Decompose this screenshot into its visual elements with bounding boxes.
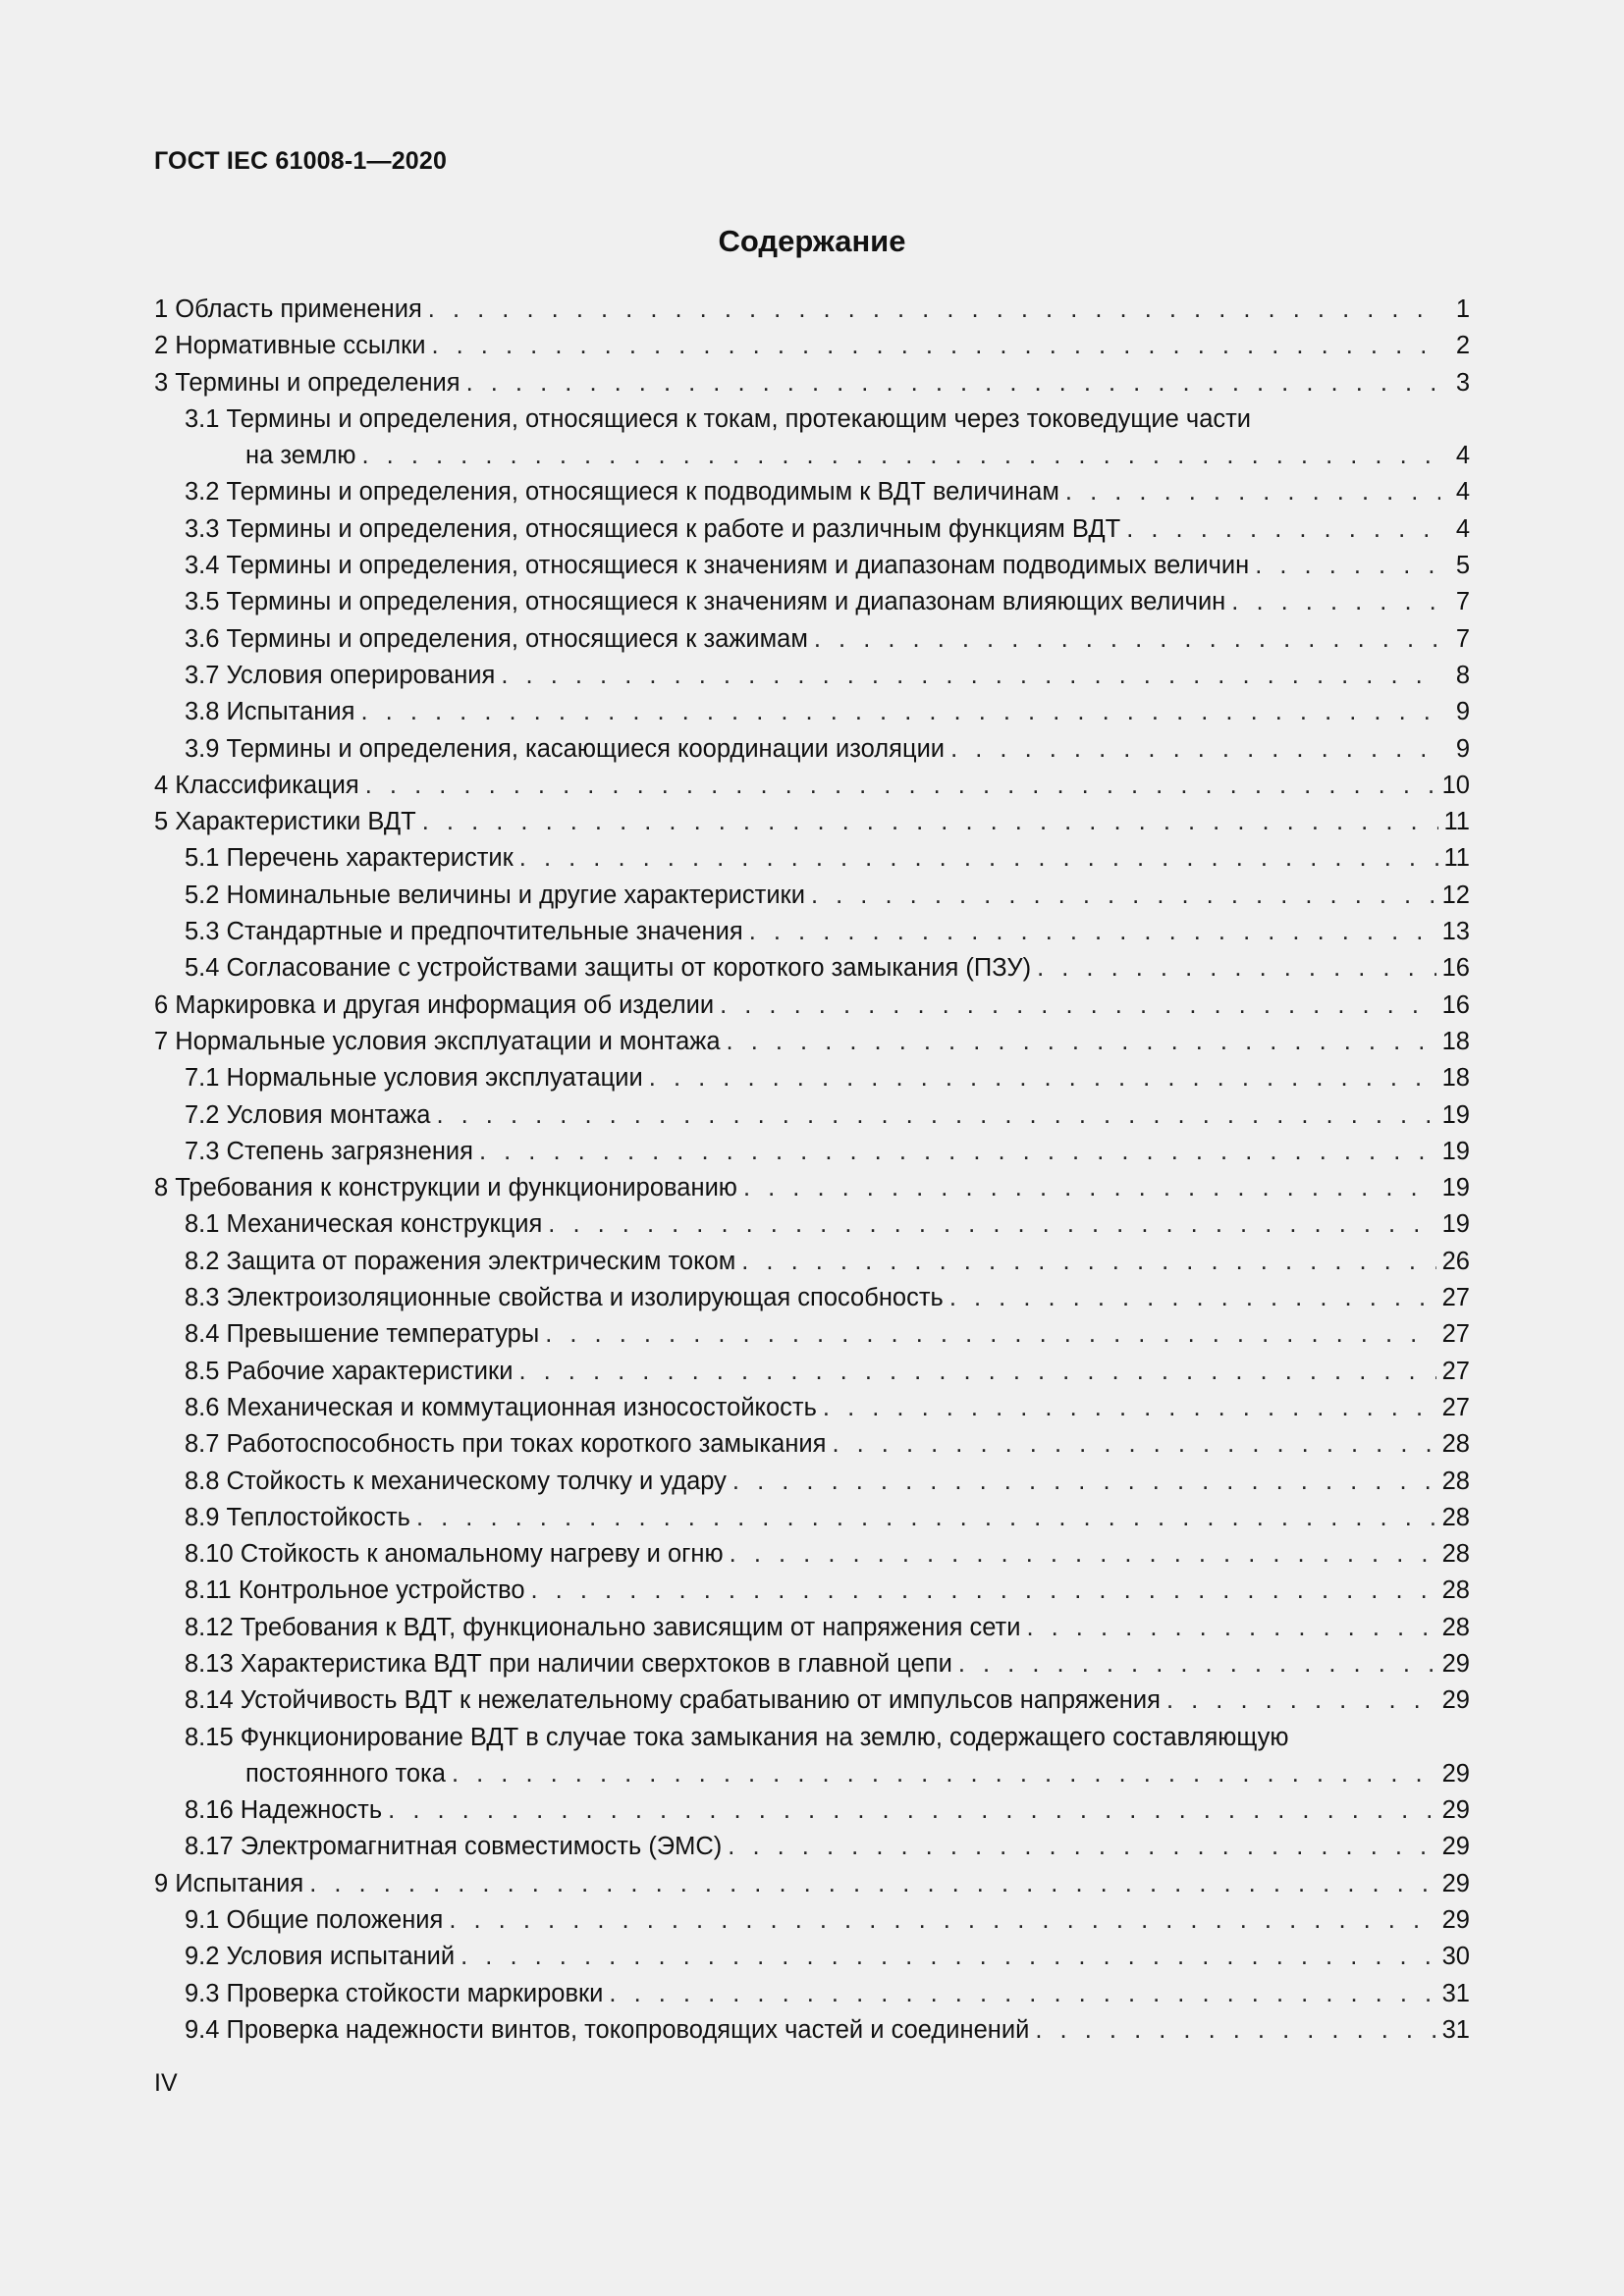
toc-entry-page: 18 [1441, 1027, 1470, 1055]
dot-leader [449, 1902, 1435, 1939]
dot-leader [1065, 474, 1440, 510]
toc-entry-number: 8.17 [185, 1833, 234, 1861]
toc-entry-number: 9.1 [185, 1906, 220, 1935]
toc-entry[interactable] [154, 1134, 1470, 1170]
toc-entry[interactable] [154, 511, 1470, 548]
toc-entry-page: 26 [1441, 1247, 1470, 1275]
toc-entry-number: 9 [154, 1869, 169, 1897]
dot-leader [518, 1354, 1435, 1390]
toc-entry-number: 8.12 [185, 1613, 234, 1641]
toc-entry-title: Стандартные и предпочтительные значения [226, 918, 743, 946]
toc-entry-number: 8.13 [185, 1649, 234, 1678]
toc-entry[interactable] [154, 768, 1470, 804]
toc-entry-page: 29 [1441, 1649, 1470, 1678]
dot-leader [428, 292, 1440, 328]
toc-entry-title: Электроизоляционные свойства и изолирующая способность [226, 1284, 944, 1312]
toc-entry[interactable] [154, 840, 1470, 877]
toc-entry[interactable] [154, 328, 1470, 364]
toc-entry[interactable] [154, 621, 1470, 658]
toc-entry-title: Классификация [175, 771, 359, 799]
toc-entry-page: 19 [1441, 1174, 1470, 1202]
toc-entry-page: 29 [1441, 1686, 1470, 1715]
dot-leader [649, 1060, 1436, 1096]
toc-entry-title: Рабочие характеристики [226, 1357, 514, 1385]
toc-entry[interactable] [154, 1720, 1470, 1793]
toc-entry-number: 8.3 [185, 1284, 220, 1312]
dot-leader [1035, 2012, 1435, 2049]
toc-entry-page: 30 [1441, 1943, 1470, 1971]
dot-leader [727, 1024, 1436, 1060]
dot-leader [309, 1866, 1435, 1902]
toc-entry-number: 8.9 [185, 1503, 220, 1531]
toc-entry-title: Функционирование ВДТ в случае тока замыкания на землю, содержащего составляющую [240, 1723, 1289, 1751]
dot-leader [431, 328, 1440, 364]
toc-entry[interactable] [154, 988, 1470, 1024]
toc-entry-number: 8.8 [185, 1467, 220, 1495]
toc-entry-number: 3.5 [185, 588, 220, 616]
toc-entry-title: Проверка стойкости маркировки [226, 1979, 604, 2007]
dot-leader [958, 1646, 1436, 1682]
dot-leader [1126, 511, 1440, 548]
toc-entry-number: 5.2 [185, 881, 220, 909]
toc-entry[interactable] [154, 694, 1470, 730]
toc-entry-number: 5.3 [185, 918, 220, 946]
toc-entry[interactable] [154, 1244, 1470, 1280]
toc-entry-title: Контрольное устройство [238, 1576, 525, 1605]
toc-entry-number: 6 [154, 990, 169, 1019]
toc-entry-number: 7.3 [185, 1137, 220, 1165]
dot-leader [1037, 950, 1436, 987]
toc-entry-number: 8.6 [185, 1393, 220, 1421]
dot-leader [1255, 548, 1440, 584]
toc-entry-title: Условия оперирования [226, 661, 496, 689]
toc-entry-page: 4 [1455, 478, 1470, 507]
toc-entry[interactable] [154, 1316, 1470, 1353]
toc-entry[interactable] [154, 1866, 1470, 1902]
toc-entry-number: 3.1 [185, 404, 220, 433]
toc-entry-page: 31 [1441, 2015, 1470, 2044]
toc-entry-page: 8 [1455, 661, 1470, 689]
toc-entry-title: Термины и определения, относящиеся к токам, протекающим через токоведущие части [226, 404, 1252, 433]
toc-entry-number: 4 [154, 771, 169, 799]
toc-entry-number: 8.7 [185, 1430, 220, 1459]
toc-entry-title: Термины и определения, относящиеся к значениям и диапазонам влияющих величин [226, 588, 1226, 616]
toc-entry-number: 3.9 [185, 734, 220, 763]
toc-entry[interactable] [154, 731, 1470, 768]
toc-entry[interactable] [154, 1976, 1470, 2012]
toc-entry[interactable] [154, 584, 1470, 620]
dot-leader [519, 840, 1438, 877]
toc-entry-number: 8.1 [185, 1210, 220, 1239]
dot-leader [732, 1464, 1436, 1500]
toc-entry-number: 1 [154, 295, 169, 323]
toc-entry-title: Теплостойкость [226, 1503, 410, 1531]
toc-entry-number: 5.4 [185, 954, 220, 983]
toc-entry-number: 7.2 [185, 1100, 220, 1129]
toc-entry-title: Термины и определения, относящиеся к подводимым к ВДТ величинам [226, 478, 1059, 507]
toc-entry[interactable] [154, 804, 1470, 840]
toc-entry-title: Область применения [175, 295, 422, 323]
toc-entry-page: 18 [1441, 1064, 1470, 1093]
toc-entry-number: 3.2 [185, 478, 220, 507]
toc-entry[interactable] [154, 1280, 1470, 1316]
toc-entry-page: 28 [1441, 1430, 1470, 1459]
toc-entry[interactable] [154, 474, 1470, 510]
toc-entry[interactable] [154, 1536, 1470, 1573]
toc-entry-title: Термины и определения, относящиеся к работе и различным функциям ВДТ [226, 514, 1121, 543]
toc-entry-number: 5.1 [185, 844, 220, 873]
toc-entry[interactable] [154, 1060, 1470, 1096]
toc-entry[interactable] [154, 1206, 1470, 1243]
dot-leader [741, 1244, 1435, 1280]
toc-entry-number: 3.6 [185, 624, 220, 653]
toc-entry-number: 8.11 [185, 1576, 232, 1605]
toc-entry-page: 4 [1455, 514, 1470, 543]
toc-entry-title: Стойкость к механическому толчку и удару [226, 1467, 727, 1495]
toc-entry[interactable] [154, 658, 1470, 694]
toc-entry-number: 8.16 [185, 1796, 234, 1825]
toc-entry-page: 28 [1441, 1467, 1470, 1495]
toc-entry-title: Проверка надежности винтов, токопроводящих частей и соединений [226, 2015, 1030, 2044]
toc-entry-page: 11 [1443, 844, 1470, 873]
dot-leader [466, 365, 1440, 401]
toc-entry[interactable] [154, 1354, 1470, 1390]
toc-entry-number: 3.7 [185, 661, 220, 689]
dot-leader [1026, 1610, 1435, 1646]
toc-entry-number: 5 [154, 808, 169, 836]
toc-entry[interactable] [154, 2012, 1470, 2049]
toc-entry[interactable] [154, 1682, 1470, 1719]
toc-entry-title: Электромагнитная совместимость (ЭМС) [240, 1833, 723, 1861]
toc-entry[interactable] [154, 1500, 1470, 1536]
toc-entry-title-continued: на землю [245, 442, 356, 470]
dot-leader [811, 878, 1436, 914]
toc-entry-page: 31 [1441, 1979, 1470, 2007]
toc-entry-page: 4 [1455, 442, 1470, 470]
toc-entry[interactable] [154, 401, 1470, 475]
toc-entry-title: Превышение температуры [226, 1320, 540, 1349]
toc-entry-number: 7 [154, 1027, 169, 1055]
toc-entry[interactable] [154, 1390, 1470, 1426]
toc-entry-title: Механическая конструкция [226, 1210, 543, 1239]
toc-entry-page: 1 [1455, 295, 1470, 323]
toc-entry-number: 7.1 [185, 1064, 220, 1093]
toc-entry[interactable] [154, 1646, 1470, 1682]
toc-entry-page: 27 [1441, 1320, 1470, 1349]
toc-entry-page: 11 [1443, 808, 1470, 836]
toc-entry-title: Условия испытаний [226, 1943, 456, 1971]
toc-entry-title: Испытания [226, 698, 355, 726]
toc-entry-title: Термины и определения, относящиеся к зажимам [226, 624, 808, 653]
toc-entry-page: 28 [1441, 1503, 1470, 1531]
toc-entry[interactable] [154, 1464, 1470, 1500]
toc-entry[interactable] [154, 1024, 1470, 1060]
toc-entry-page: 29 [1441, 1906, 1470, 1935]
toc-entry[interactable] [154, 1097, 1470, 1134]
dot-leader [436, 1097, 1435, 1134]
toc-entry-page: 3 [1455, 368, 1470, 397]
toc-entry-number: 9.4 [185, 2015, 220, 2044]
toc-entry-number: 3.8 [185, 698, 220, 726]
toc-entry-title: Номинальные величины и другие характеристики [226, 881, 805, 909]
toc-entry-title: Перечень характеристик [226, 844, 514, 873]
toc-entry[interactable] [154, 1829, 1470, 1865]
dot-leader [422, 804, 1438, 840]
toc-entry-title: Механическая и коммутационная износостойкость [226, 1393, 817, 1421]
toc-entry-title: Термины и определения, касающиеся координации изоляции [226, 734, 946, 763]
toc-entry-title: Согласование с устройствами защиты от короткого замыкания (ПЗУ) [226, 954, 1032, 983]
toc-entry-title: Нормальные условия эксплуатации [226, 1064, 643, 1093]
dot-leader [545, 1316, 1435, 1353]
toc-entry[interactable] [154, 1426, 1470, 1463]
toc-entry[interactable] [154, 1939, 1470, 1975]
dot-leader [1231, 584, 1440, 620]
document-header: ГОСТ IEC 61008-1—2020 [154, 147, 448, 175]
toc-entry-title: Устойчивость ВДТ к нежелательному срабатыванию от импульсов напряжения [240, 1686, 1161, 1715]
toc-entry-page: 28 [1441, 1576, 1470, 1605]
dot-leader [832, 1426, 1435, 1463]
toc-entry[interactable] [154, 292, 1470, 328]
toc-entry-page: 19 [1441, 1137, 1470, 1165]
toc-entry-number: 3.3 [185, 514, 220, 543]
toc-entry-page: 2 [1455, 332, 1470, 360]
dot-leader [460, 1939, 1436, 1975]
dot-leader [501, 658, 1440, 694]
toc-entry-page: 7 [1455, 624, 1470, 653]
toc-entry-number: 8.14 [185, 1686, 234, 1715]
toc-entry-page: 28 [1441, 1613, 1470, 1641]
toc-entry-page: 27 [1441, 1357, 1470, 1385]
toc-entry-page: 29 [1441, 1869, 1470, 1897]
toc-entry-title: Термины и определения, относящиеся к значениям и диапазонам подводимых величин [226, 552, 1250, 580]
dot-leader [950, 731, 1440, 768]
dot-leader [360, 694, 1440, 730]
toc-entry-number: 8 [154, 1174, 169, 1202]
dot-leader [416, 1500, 1436, 1536]
toc-entry[interactable] [154, 365, 1470, 401]
toc-entry-page: 16 [1441, 990, 1470, 1019]
dot-leader [720, 988, 1436, 1024]
toc-entry-page: 27 [1441, 1393, 1470, 1421]
toc-entry-title: Общие положения [226, 1906, 444, 1935]
dot-leader [609, 1976, 1435, 2012]
table-of-contents [154, 292, 1470, 2049]
dot-leader [479, 1134, 1436, 1170]
dot-leader [730, 1536, 1436, 1573]
toc-entry-page: 9 [1455, 734, 1470, 763]
toc-entry-title: Защита от поражения электрическим током [226, 1247, 736, 1275]
dot-leader [814, 621, 1440, 658]
toc-entry-number: 8.10 [185, 1540, 234, 1569]
dot-leader [749, 914, 1436, 950]
toc-entry[interactable] [154, 878, 1470, 914]
dot-leader [728, 1829, 1435, 1865]
dot-leader [365, 768, 1436, 804]
toc-entry-title: Нормативные ссылки [175, 332, 426, 360]
toc-entry[interactable] [154, 1170, 1470, 1206]
toc-entry-page: 12 [1441, 881, 1470, 909]
toc-entry-title: Стойкость к аномальному нагреву и огню [240, 1540, 724, 1569]
toc-entry-page: 27 [1441, 1284, 1470, 1312]
toc-entry[interactable] [154, 950, 1470, 987]
toc-entry[interactable] [154, 548, 1470, 584]
toc-entry-title: Условия монтажа [226, 1100, 431, 1129]
toc-entry-page: 5 [1455, 552, 1470, 580]
dot-leader [1166, 1682, 1436, 1719]
toc-entry-title: Маркировка и другая информация об изделии [175, 990, 715, 1019]
toc-entry-page: 19 [1441, 1100, 1470, 1129]
toc-entry-page: 10 [1441, 771, 1470, 799]
toc-entry[interactable] [154, 914, 1470, 950]
toc-entry-page: 9 [1455, 698, 1470, 726]
dot-leader [743, 1170, 1436, 1206]
page-title: Содержание [718, 224, 906, 258]
dot-leader [452, 1756, 1436, 1792]
dot-leader [823, 1390, 1436, 1426]
toc-entry-title: Требования к конструкции и функционированию [175, 1174, 737, 1202]
toc-entry-number: 8.4 [185, 1320, 220, 1349]
toc-entry-title: Надежность [240, 1796, 383, 1825]
toc-entry-page: 28 [1441, 1540, 1470, 1569]
dot-leader [361, 438, 1440, 474]
toc-entry[interactable] [154, 1573, 1470, 1609]
toc-entry-page: 19 [1441, 1210, 1470, 1239]
toc-entry[interactable] [154, 1610, 1470, 1646]
toc-entry-title: Требования к ВДТ, функционально зависящим от напряжения сети [240, 1613, 1021, 1641]
toc-entry-page: 29 [1441, 1796, 1470, 1825]
toc-entry-page: 7 [1455, 588, 1470, 616]
toc-entry[interactable] [154, 1792, 1470, 1829]
toc-entry-title: Термины и определения [175, 368, 460, 397]
toc-entry-title: Испытания [175, 1869, 304, 1897]
toc-entry-title-continued: постоянного тока [245, 1759, 446, 1788]
dot-leader [388, 1792, 1435, 1829]
toc-entry-number: 8.15 [185, 1723, 234, 1751]
toc-entry-title: Степень загрязнения [226, 1137, 473, 1165]
toc-entry-number: 8.5 [185, 1357, 220, 1385]
toc-entry-number: 9.2 [185, 1943, 220, 1971]
toc-entry-title: Работоспособность при токах короткого замыкания [226, 1430, 827, 1459]
page-number: IV [154, 2069, 178, 2097]
dot-leader [548, 1206, 1435, 1243]
dot-leader [949, 1280, 1436, 1316]
toc-entry-page: 29 [1441, 1759, 1470, 1788]
toc-entry-title: Характеристики ВДТ [175, 808, 416, 836]
toc-entry-number: 9.3 [185, 1979, 220, 2007]
toc-entry-page: 13 [1441, 918, 1470, 946]
toc-entry[interactable] [154, 1902, 1470, 1939]
toc-entry-number: 3 [154, 368, 169, 397]
toc-entry-number: 8.2 [185, 1247, 220, 1275]
toc-entry-number: 2 [154, 332, 169, 360]
toc-entry-number: 3.4 [185, 552, 220, 580]
toc-entry-title: Нормальные условия эксплуатации и монтажа [175, 1027, 721, 1055]
toc-entry-page: 16 [1441, 954, 1470, 983]
dot-leader [531, 1573, 1436, 1609]
toc-entry-page: 29 [1441, 1833, 1470, 1861]
toc-entry-title: Характеристика ВДТ при наличии сверхтоков в главной цепи [240, 1649, 952, 1678]
